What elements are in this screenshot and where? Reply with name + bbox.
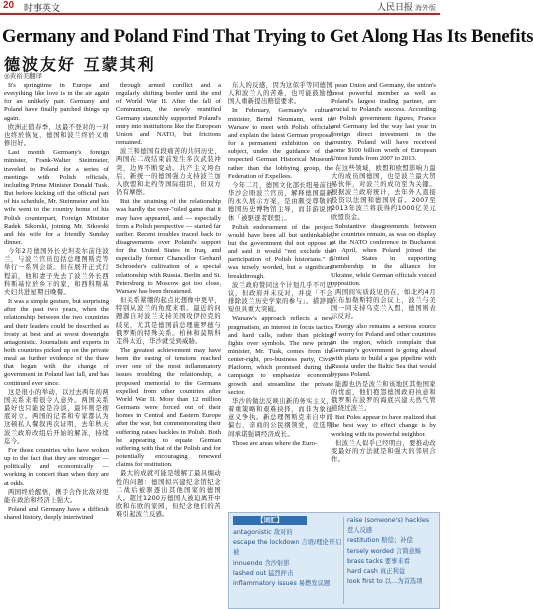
english-paragraph: Polish endorsement of the project would have been all but unthinkable, but the government did not oppose it and said it would "not exclude the participation of Polish historians." It was tersely worded, but a significant breakthrough.: [228, 223, 333, 280]
page-number: 20: [3, 0, 15, 11]
vocab-item: tersely worded 言简意赅: [347, 547, 422, 555]
english-paragraph: Those are areas where the Euro-: [232, 439, 318, 447]
english-paragraph: Poland and Germany have a difficult shared history, deeply intertwined: [4, 505, 109, 522]
vocabulary-list-right: [347, 516, 437, 587]
chinese-paragraph: 波兰和德国有段痛苦的共同历史，两国在二战结束前发生多次武装冲突，边界不断变动。共产主义垮台后，新统一的德国强力支持波兰加入欧盟和北约等国际组织，但双方仍有摩擦。: [116, 148, 221, 197]
vocab-item: lashed out 猛烈抨击: [233, 569, 294, 577]
masthead-title: 人民日报: [376, 3, 413, 13]
section-name: 时事英文: [24, 4, 61, 14]
vocab-item: innuendo 含沙射影: [233, 559, 290, 567]
english-paragraph: It's springtime in Europe and everything like love is in the air again for an unlikely pair. Germany and Poland have finally patched things up again.: [4, 82, 109, 122]
chinese-paragraph: 东人的反感，因为这似乎等同德国人和波兰人的苦难，也可能鼓励德国人重新提出赔偿要求。: [228, 82, 333, 106]
english-paragraph: The greatest achievement may have been the easing of tensions reached over one of the most inflammatory issues troubling the relationship, a proposed memorial to the Germans expelled from other countries after World War II. More than 12 million Germans were forced out of their homes in Central and Eastern Europe after the war, but commemorating their suffering raises hackles in Polish. Both he appearing to equate German suffering with that of the Polish and for potentially encouraging renewed claims for restitution.: [116, 347, 221, 469]
vocabulary-title: 【词汇】: [233, 516, 307, 525]
english-paragraph: In February, Germany's culture minister, Bernd Neumann, went to Warsaw to meet with Polish officials and explain the latest German proposal for a permanent exhibition on the subject, under the guidance of the respected German Historical Museum rather than the lobbying group, the Federation of Expellees.: [228, 107, 333, 180]
chinese-paragraph: 华沙的做法反映出新的务实主义，着重策略和艰难抉择，而非为象征意义争执。新总理图斯克来自中间偏右、亲商的公民纲领党，竞选期间承诺强调经济成长。: [228, 397, 333, 438]
headline: Germany and Poland Find That Trying to Get Along Has Its Benefits: [2, 27, 533, 47]
chinese-paragraph: 在这些领域，欧盟和欧盟影响力最大的成员国德国，也是波兰最大贸易伙伴，对波兰的成功至为关键。根据波兰政府统计，去年外人直接投资以法国和德国居首。2007至2013年波兰将获得约1000亿美元欧盟资金。: [331, 164, 436, 221]
vocab-item: look first to 以…为首选项: [347, 578, 423, 586]
chinese-paragraph: 两国终於醒悟，携手合作比敌对更能在政治和经济上强大。: [4, 488, 109, 504]
chinese-paragraph: 今年2月德国外长史坦麦尔前往波兰，与波兰官员包括总理图斯克等举行一系列会谈。但在展开正式行程前，他和妻子先去了波兰外长西科斯基位於乡下的家，和西科斯基夫妇共进星期日晚餐。: [4, 248, 109, 296]
english-paragraph: But Poles appear to have realized that the best way to effect change is by working with its powerful neighbor.: [331, 414, 436, 438]
chinese-paragraph: 最大的成就可能是缓解了最具煽动性的问题：德国拟兴建纪念馆纪念二战后被驱逐出其他国家的德国人。超过1200万德国人被迫离开中欧和东欧的家园，但纪念他们的苦难引起波兰反感。: [116, 470, 221, 519]
chinese-paragraph: 能源也仍是波兰和该地区其他国家的忧虑，他们抱怨德国政府执意和俄罗斯在波罗的海底兴建天然气管道绕过波兰。: [331, 380, 436, 413]
english-paragraph: pean Union and Germany, the union's most powerful member as well as Poland's largest trading partner, are crucial to Poland's success. According to Polish government figures, France and Germany led the way last year in foreign direct investment in the country. Poland will have received some $100 billion worth of European Union funds from 2007 to 2013.: [331, 82, 436, 163]
english-paragraph: It was a simple gesture, but surprising after the past two years, when the relationship between the two countries and their leaders could be described as frosty at best and at worst downright antagonistic. Journalists and experts in both countries picked up on the private meal as further evidence of the thaw that began with the change of government in Poland last fall, and has continued ever since.: [4, 298, 109, 387]
vocab-item: hard cash 真正利益: [347, 568, 406, 576]
chinese-title: 德波友好 互蒙其利: [4, 55, 156, 74]
byline: ◎黄裕美翻译: [4, 72, 43, 80]
vocab-item: antagonistic 敌对的: [233, 529, 293, 536]
english-paragraph: Energy also remains a serious source of worry for Poland and other countries in the region, which complain that Germany's government is going ahead with plans to build a gas pipeline with Russia under the Baltic Sea that would bypass Poland.: [331, 322, 436, 379]
chinese-paragraph: 欧洲正值春季，这最不登对的一对也终於恢复，德国和波兰终於又重修旧好。: [4, 123, 109, 148]
vocabulary-list-left: [233, 528, 343, 589]
vocab-item: raise (someone's) hackles 惹人反感: [347, 517, 430, 535]
chinese-paragraph: 这是很小的举动，以过去两年的两国关系来看很令人意外。两国关系最好也只能说是冷淡，最坏则是彻底对立。两国的记者和专家都认为这顿私人餐叙再次证明，去年秋天波兰政府改组后开始的解冻，持续迄今。: [4, 388, 109, 445]
english-paragraph: But the straining of the relationship was hardly the over-"oiled game that it may have appeared, and — especially from a Polish perspective — started far earlier. Recent troubles traced back to disagreements over Poland's support for the United States in Iraq, and especially former Chancellor Gerhard Schroeder's cultivation of a special relationship with Russia. Berlin and St. Petersburg to Moscow got too close, Warsaw has been threatened.: [116, 198, 221, 295]
article-column-1: [4, 82, 109, 523]
english-paragraph: Substantive disagreements between the countries remain, as was on display at the NATO conference in Bucharest in April, when Poland joined the United States in supporting membership in the alliance for Ukraine, while German officials voiced opposition.: [331, 222, 436, 287]
page-header: [0, 0, 440, 15]
chinese-paragraph: 但波兰人似乎已经明白，要推动改变最好的方法就是和强大的邻居合作。: [331, 439, 436, 464]
vocabulary-divider: [343, 517, 344, 604]
chinese-paragraph: 波兰政府赞同这个计划几乎不可思议，但政府并未反对，并说「不会排除波兰历史学家的参与」。措辞简短但具重大突破。: [228, 281, 333, 314]
vocab-item: escape the lockdown 言语/理论开启被: [233, 539, 342, 557]
masthead: [377, 0, 436, 13]
vocab-item: inflammatory issues 易燃发议题: [233, 580, 331, 588]
article-column-2: [116, 82, 221, 520]
chinese-paragraph: 两国间实质歧见仍在，如北约4月在布加勒斯特的会议上，波兰与美国一同支持乌克兰入盟，德国则表示反对。: [331, 288, 436, 321]
chinese-paragraph: 今年二月，德国文化部长纽曼前往华沙会晤波兰官员，解释德国最新的永久展示方案，是由颇受尊敬的德国历史博物馆主导，而非游说团体「被驱逐者联盟」。: [228, 181, 333, 222]
article-column-4: [331, 82, 436, 465]
english-paragraph: For those countries who have woken up to the fact that they are stronger — politically and economically — working in concert than when they are at odds.: [4, 446, 109, 487]
chinese-paragraph: 但关系紧绷的起点比想像中更早，特别从波兰的角度来看。最近的问题源自对波兰支持美国攻伊拉克的歧见，尤其是德国前总理施罗德与俄罗斯的特殊关系。柏林和莫斯科走得太近，华沙就受到威胁。: [116, 297, 221, 345]
vocab-item: brass tacks 要事来看: [347, 557, 410, 565]
vocab-item: restitution 赔偿；补偿: [347, 537, 413, 545]
english-paragraph: Last month Germany's foreign minister, Frank-Walter Steinmeier, traveled to Poland for a series of meetings with Polish officials, including Prime Minister Donald Tusk. But before kicking off the official part of his schedule, Mr. Steinmeier and his wife went to the country home of his Polish counterpart, Foreign Minister Radek Sikorski, joining Mr. Sikorski and his wife for a friendly Sunday dinner.: [4, 149, 109, 246]
english-paragraph: through armed conflict and a regularly shifting border until the end of World War II. After the fall of Communism, the newly reunified Germany staunchly supported Poland's entry into institutions like the European Union and NATO, but frictions remained.: [116, 82, 221, 147]
masthead-sub: 海外版: [415, 4, 436, 12]
vocabulary-box: [228, 512, 440, 609]
article-column-3: [228, 82, 333, 449]
english-paragraph: Warsaw's approach reflects a new pragmatism, an interest in focus tactics and hard calls, rather than picking fights over symbols. The new prime minister, Mr. Tusk, comes from the center-right, pro-business party, Civic Platform, which promised during the campaign to emphasize economic growth and streamline the private sector.: [228, 315, 333, 396]
